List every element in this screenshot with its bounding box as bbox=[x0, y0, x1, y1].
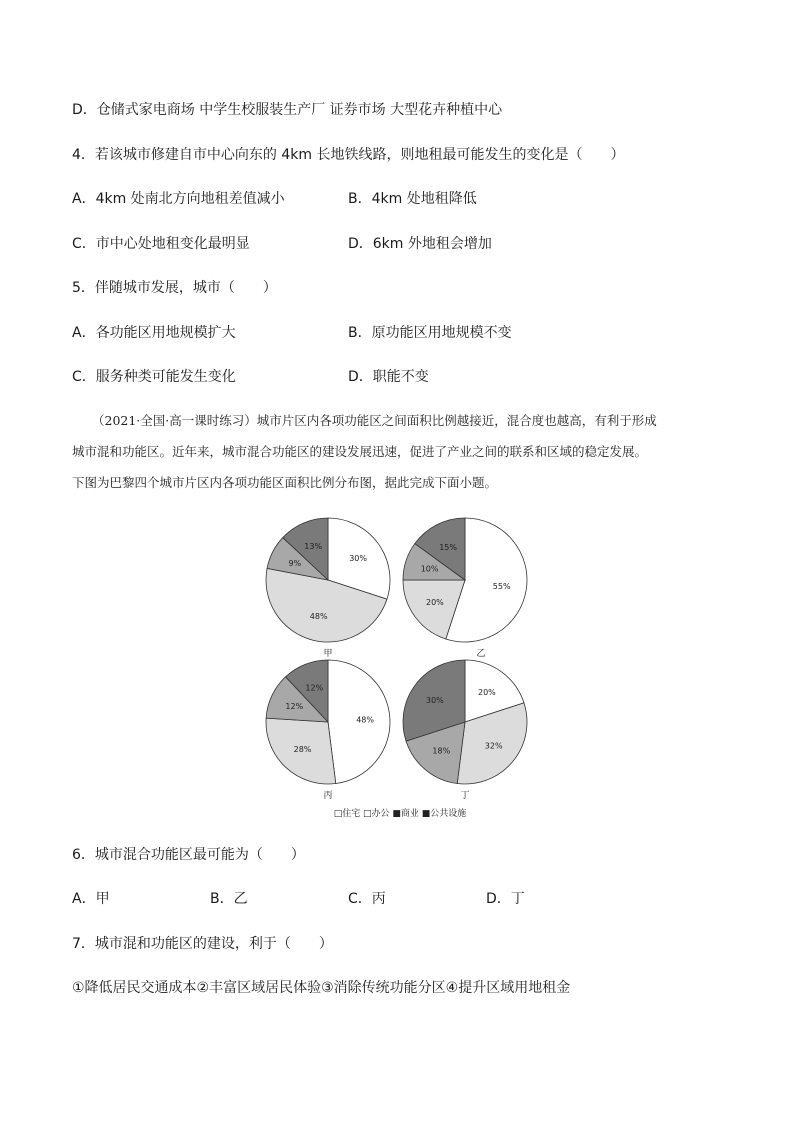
pie-name-甲: 甲 bbox=[323, 649, 333, 659]
pie-label-丁-公共设施: 30% bbox=[426, 696, 444, 706]
pie-charts-figure bbox=[255, 515, 545, 825]
q5-stem: 5．伴随城市发展，城市（ ） bbox=[72, 280, 277, 296]
q5-option-b: B．原功能区用地规模不变 bbox=[348, 325, 512, 341]
pie-label-丁-办公: 32% bbox=[484, 741, 503, 751]
pie-label-甲-办公: 48% bbox=[309, 612, 328, 621]
q4-option-a: A．4km 处南北方向地租差值减小 bbox=[72, 191, 285, 207]
pie-label-甲-公共设施: 13% bbox=[304, 541, 323, 551]
passage bbox=[72, 405, 732, 498]
pie-label-乙-住宅: 55% bbox=[492, 581, 511, 591]
pie-label-丙-办公: 28% bbox=[293, 745, 312, 755]
q4-option-b: B．4km 处地租降低 bbox=[348, 191, 477, 207]
q6-option-d: D．丁 bbox=[486, 891, 525, 907]
passage-line-1: （2021·全国·高一课时练习）城市片区内各项功能区之间面积比例越接近，混合度也越高，有利于形成 bbox=[92, 413, 657, 428]
q6-option-a: A．甲 bbox=[72, 891, 110, 907]
pie-label-乙-公共设施: 15% bbox=[439, 542, 457, 552]
q7-stem: 7．城市混和功能区的建设，利于（ ） bbox=[72, 936, 333, 952]
q7-choices: ①降低居民交通成本②丰富区域居民体验③消除传统功能分区④提升区域用地租金 bbox=[72, 980, 571, 996]
pie-label-丙-商业: 12% bbox=[285, 702, 304, 712]
pie-label-丙-住宅: 48% bbox=[356, 715, 374, 725]
passage-line-2: 城市混和功能区。近年来，城市混合功能区的建设发展迅速，促进了产业之间的联系和区域的稳定发展。 bbox=[72, 444, 648, 459]
q4-stem: 4．若该城市修建自市中心向东的 4km 长地铁线路，则地租最可能发生的变化是（ ） bbox=[72, 147, 625, 163]
pie-label-丙-公共设施: 12% bbox=[305, 683, 324, 693]
q3-option-d: D．仓储式家电商场 中学生校服装生产厂 证券市场 大型花卉种植中心 bbox=[72, 102, 503, 118]
q6-option-b: B．乙 bbox=[210, 891, 248, 907]
q5-option-a: A．各功能区用地规模扩大 bbox=[72, 325, 236, 341]
q4-option-d: D．6km 外地租会增加 bbox=[348, 236, 492, 252]
passage-line-3: 下图为巴黎四个城市片区内各项功能区面积比例分布图，据此完成下面小题。 bbox=[72, 475, 498, 490]
q4-option-c: C．市中心处地租变化最明显 bbox=[72, 236, 250, 252]
pie-name-丁: 丁 bbox=[460, 791, 470, 801]
pie-label-甲-住宅: 30% bbox=[349, 554, 367, 564]
q5-option-c: C．服务种类可能发生变化 bbox=[72, 369, 236, 385]
q6-option-c: C．丙 bbox=[348, 891, 386, 907]
pie-label-乙-商业: 10% bbox=[420, 564, 439, 574]
pie-name-丙: 丙 bbox=[323, 791, 333, 801]
pie-label-乙-办公: 20% bbox=[426, 597, 444, 607]
pie-name-乙: 乙 bbox=[476, 649, 486, 659]
pie-label-甲-商业: 9% bbox=[288, 559, 302, 569]
q5-option-d: D．职能不变 bbox=[348, 369, 429, 385]
chart-legend: □住宅 □办公 ■商业 ■公共设施 bbox=[333, 809, 467, 819]
pie-label-丁-商业: 18% bbox=[432, 746, 451, 756]
pie-label-丁-住宅: 20% bbox=[478, 687, 496, 697]
q6-stem: 6．城市混合功能区最可能为（ ） bbox=[72, 847, 305, 863]
